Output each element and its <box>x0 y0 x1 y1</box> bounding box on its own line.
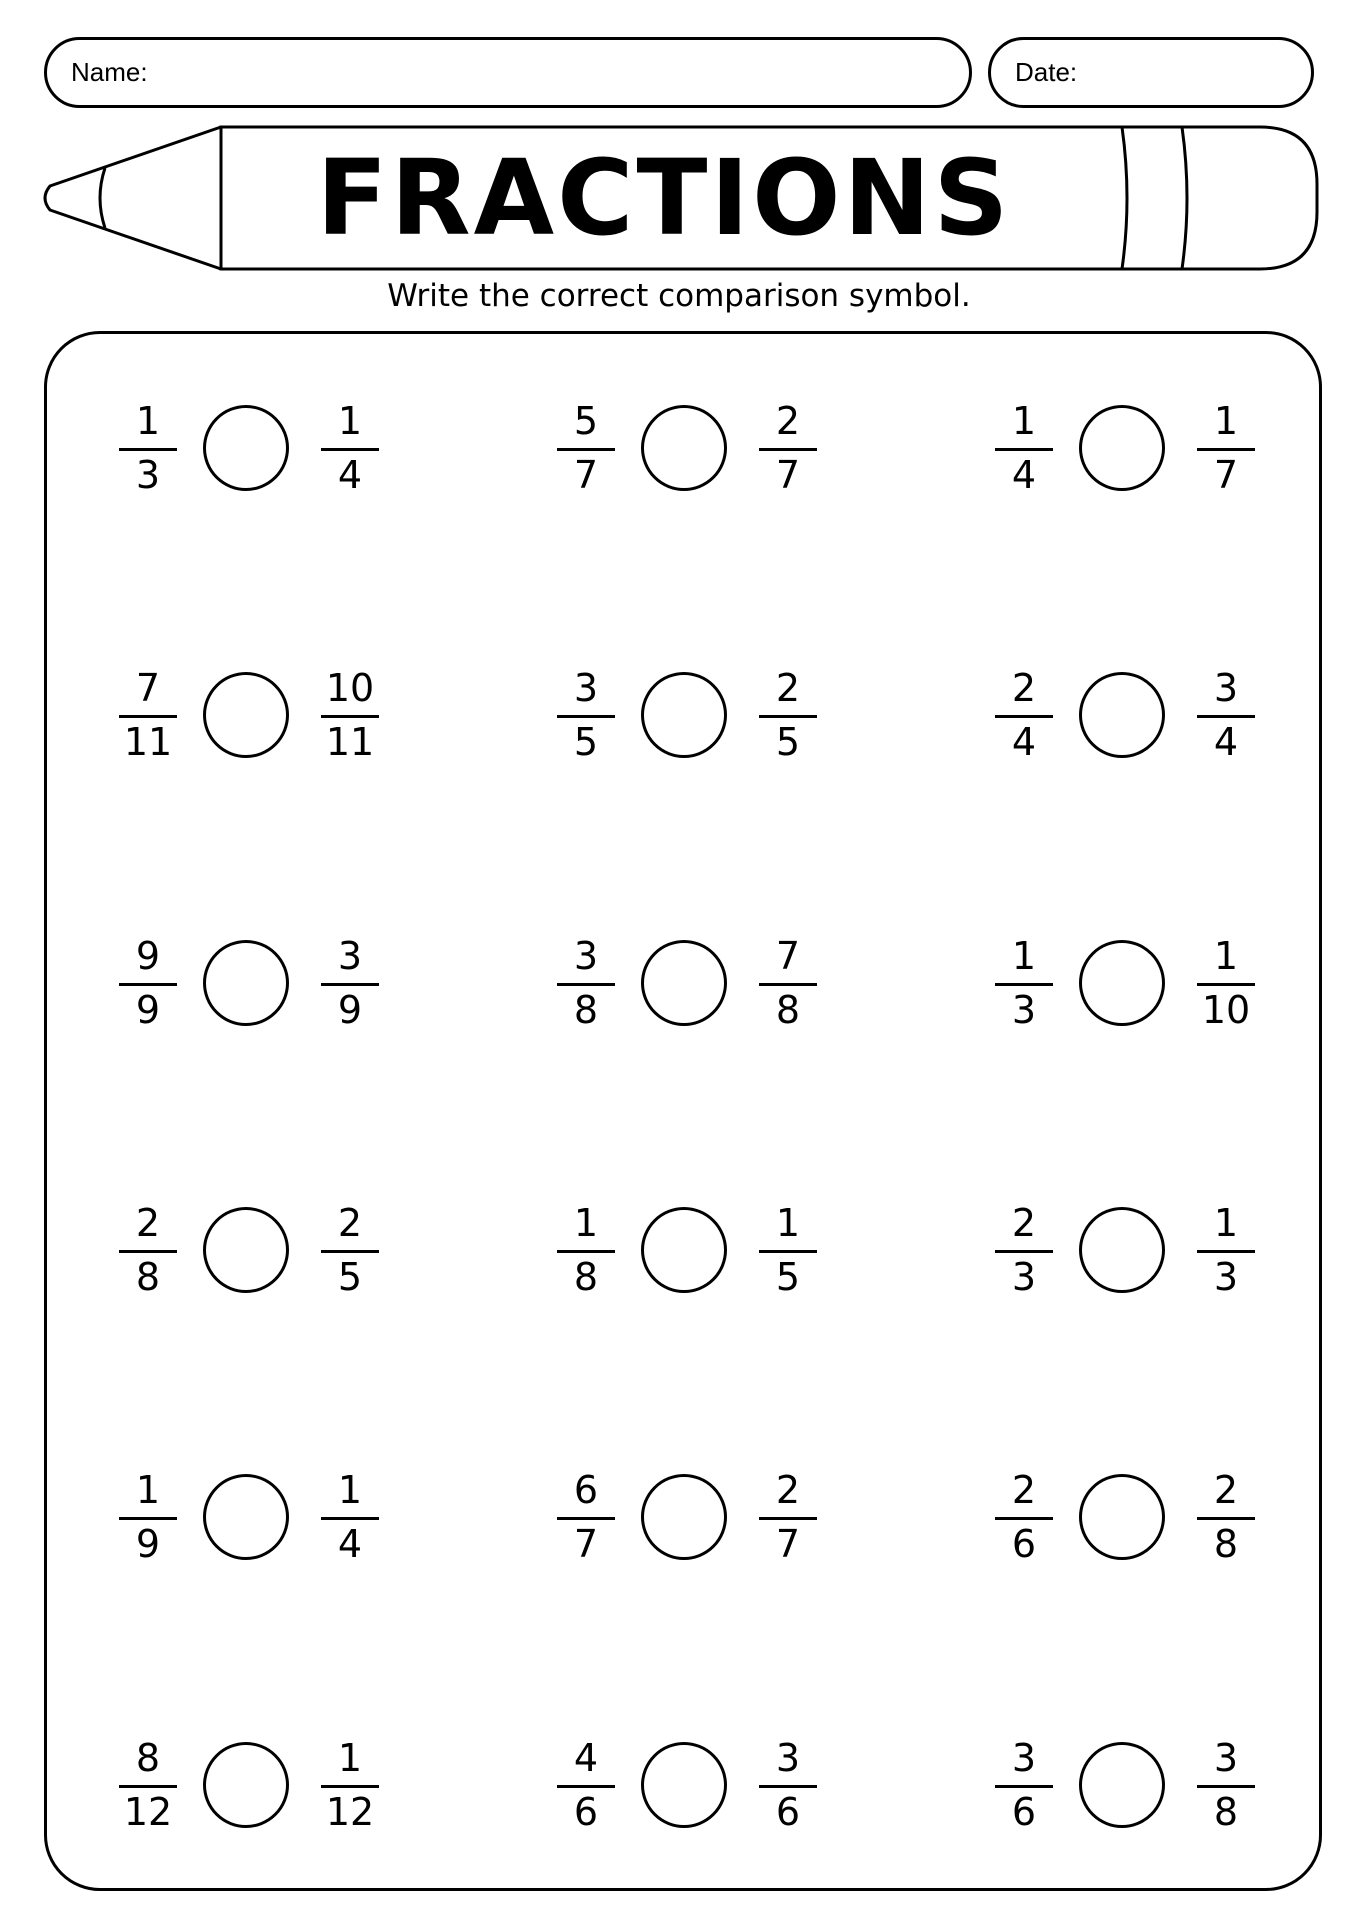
denominator: 8 <box>135 1255 161 1299</box>
denominator: 12 <box>123 1790 173 1834</box>
answer-circle[interactable] <box>1079 672 1165 758</box>
numerator: 7 <box>135 666 161 710</box>
instruction-text: Write the correct comparison symbol. <box>387 278 971 314</box>
numerator: 1 <box>337 399 363 443</box>
denominator: 6 <box>1011 1790 1037 1834</box>
denominator: 8 <box>573 988 599 1032</box>
answer-circle[interactable] <box>641 672 727 758</box>
fraction-bar <box>557 448 615 451</box>
comparison-problem <box>485 1180 923 1320</box>
problem-row <box>47 913 1319 1053</box>
fraction-bar <box>995 715 1053 718</box>
fraction-bar <box>995 1517 1053 1520</box>
right-fraction <box>1195 398 1257 498</box>
problem-row <box>47 378 1319 518</box>
denominator: 6 <box>775 1790 801 1834</box>
denominator: 4 <box>337 453 363 497</box>
left-fraction <box>993 1467 1055 1567</box>
numerator: 2 <box>1213 1468 1239 1512</box>
answer-circle[interactable] <box>203 1207 289 1293</box>
left-fraction <box>555 1735 617 1835</box>
denominator: 5 <box>775 1255 801 1299</box>
numerator: 2 <box>337 1201 363 1245</box>
answer-circle[interactable] <box>203 940 289 1026</box>
comparison-problem <box>485 645 923 785</box>
problem-row <box>47 645 1319 785</box>
left-fraction <box>117 933 179 1033</box>
fraction-bar <box>759 983 817 986</box>
fraction-bar <box>321 1517 379 1520</box>
right-fraction <box>757 1467 819 1567</box>
denominator: 8 <box>775 988 801 1032</box>
numerator: 3 <box>337 934 363 978</box>
fraction-bar <box>557 1785 615 1788</box>
right-fraction <box>319 933 381 1033</box>
date-label: Date: <box>1015 57 1078 87</box>
denominator: 4 <box>1213 720 1239 764</box>
comparison-problem <box>923 378 1358 518</box>
denominator: 8 <box>1213 1790 1239 1834</box>
left-fraction <box>555 933 617 1033</box>
fraction-bar <box>321 448 379 451</box>
answer-circle[interactable] <box>641 940 727 1026</box>
answer-circle[interactable] <box>641 1207 727 1293</box>
answer-circle[interactable] <box>1079 405 1165 491</box>
left-fraction <box>555 1467 617 1567</box>
answer-circle[interactable] <box>1079 1474 1165 1560</box>
fraction-bar <box>119 983 177 986</box>
numerator: 1 <box>337 1468 363 1512</box>
left-fraction <box>555 1200 617 1300</box>
right-fraction <box>757 1735 819 1835</box>
left-fraction <box>117 665 179 765</box>
numerator: 3 <box>1213 666 1239 710</box>
denominator: 3 <box>1213 1255 1239 1299</box>
denominator: 7 <box>775 1522 801 1566</box>
page-title: FRACTIONS <box>316 137 1012 259</box>
denominator: 6 <box>1011 1522 1037 1566</box>
numerator: 1 <box>135 1468 161 1512</box>
fraction-bar <box>995 1785 1053 1788</box>
problem-row <box>47 1447 1319 1587</box>
answer-circle[interactable] <box>203 1742 289 1828</box>
left-fraction <box>117 398 179 498</box>
numerator: 3 <box>573 666 599 710</box>
right-fraction <box>1195 665 1257 765</box>
denominator: 3 <box>135 453 161 497</box>
numerator: 2 <box>135 1201 161 1245</box>
numerator: 1 <box>1213 399 1239 443</box>
numerator: 2 <box>1011 666 1037 710</box>
answer-circle[interactable] <box>641 1742 727 1828</box>
name-label: Name: <box>71 57 148 87</box>
answer-circle[interactable] <box>641 405 727 491</box>
fraction-bar <box>1197 1250 1255 1253</box>
right-fraction <box>1195 933 1257 1033</box>
numerator: 1 <box>1213 1201 1239 1245</box>
left-fraction <box>993 665 1055 765</box>
fraction-bar <box>1197 448 1255 451</box>
denominator: 7 <box>1213 453 1239 497</box>
right-fraction <box>319 665 381 765</box>
right-fraction <box>1195 1467 1257 1567</box>
numerator: 3 <box>775 1736 801 1780</box>
numerator: 3 <box>1213 1736 1239 1780</box>
numerator: 1 <box>1011 399 1037 443</box>
denominator: 3 <box>1011 1255 1037 1299</box>
numerator: 3 <box>573 934 599 978</box>
denominator: 5 <box>775 720 801 764</box>
problem-row <box>47 1180 1319 1320</box>
left-fraction <box>993 1200 1055 1300</box>
denominator: 11 <box>123 720 173 764</box>
right-fraction <box>319 1735 381 1835</box>
left-fraction <box>555 398 617 498</box>
comparison-problem <box>923 913 1358 1053</box>
fraction-bar <box>995 448 1053 451</box>
comparison-problem <box>485 1715 923 1855</box>
comparison-problem <box>923 1447 1358 1587</box>
numerator: 1 <box>135 399 161 443</box>
fraction-bar <box>119 715 177 718</box>
numerator: 8 <box>135 1736 161 1780</box>
right-fraction <box>757 665 819 765</box>
fraction-bar <box>119 1250 177 1253</box>
comparison-problem <box>47 1715 485 1855</box>
right-fraction <box>319 398 381 498</box>
fraction-bar <box>759 448 817 451</box>
denominator: 7 <box>573 453 599 497</box>
numerator: 6 <box>573 1468 599 1512</box>
fraction-bar <box>119 1785 177 1788</box>
right-fraction <box>319 1200 381 1300</box>
numerator: 7 <box>775 934 801 978</box>
denominator: 9 <box>135 1522 161 1566</box>
fraction-bar <box>321 983 379 986</box>
denominator: 9 <box>135 988 161 1032</box>
fraction-bar <box>557 1517 615 1520</box>
denominator: 12 <box>325 1790 375 1834</box>
right-fraction <box>1195 1200 1257 1300</box>
fraction-bar <box>759 1785 817 1788</box>
fraction-bar <box>995 1250 1053 1253</box>
numerator: 1 <box>573 1201 599 1245</box>
fraction-bar <box>119 1517 177 1520</box>
left-fraction <box>117 1735 179 1835</box>
denominator: 8 <box>1213 1522 1239 1566</box>
numerator: 2 <box>1011 1201 1037 1245</box>
comparison-problem <box>47 645 485 785</box>
numerator: 2 <box>775 1468 801 1512</box>
fraction-bar <box>759 715 817 718</box>
numerator: 4 <box>573 1736 599 1780</box>
numerator: 1 <box>1213 934 1239 978</box>
fraction-bar <box>321 1785 379 1788</box>
numerator: 9 <box>135 934 161 978</box>
fraction-bar <box>557 715 615 718</box>
denominator: 10 <box>1201 988 1251 1032</box>
comparison-problem <box>923 645 1358 785</box>
denominator: 5 <box>337 1255 363 1299</box>
left-fraction <box>555 665 617 765</box>
fraction-bar <box>759 1517 817 1520</box>
answer-circle[interactable] <box>203 405 289 491</box>
denominator: 6 <box>573 1790 599 1834</box>
left-fraction <box>993 398 1055 498</box>
denominator: 7 <box>775 453 801 497</box>
answer-circle[interactable] <box>203 672 289 758</box>
fraction-bar <box>321 715 379 718</box>
date-field[interactable] <box>988 37 1314 108</box>
left-fraction <box>993 1735 1055 1835</box>
problems-panel <box>44 331 1322 1891</box>
problem-row <box>47 1715 1319 1855</box>
left-fraction <box>117 1200 179 1300</box>
numerator: 1 <box>337 1736 363 1780</box>
denominator: 4 <box>1011 720 1037 764</box>
numerator: 1 <box>775 1201 801 1245</box>
comparison-problem <box>923 1715 1358 1855</box>
fraction-bar <box>1197 983 1255 986</box>
fraction-bar <box>759 1250 817 1253</box>
fraction-bar <box>557 1250 615 1253</box>
numerator: 2 <box>775 666 801 710</box>
fraction-bar <box>1197 715 1255 718</box>
numerator: 5 <box>573 399 599 443</box>
comparison-problem <box>485 913 923 1053</box>
answer-circle[interactable] <box>1079 1742 1165 1828</box>
right-fraction <box>757 933 819 1033</box>
comparison-problem <box>47 1447 485 1587</box>
denominator: 8 <box>573 1255 599 1299</box>
denominator: 11 <box>325 720 375 764</box>
denominator: 4 <box>1011 453 1037 497</box>
numerator: 3 <box>1011 1736 1037 1780</box>
fraction-bar <box>557 983 615 986</box>
denominator: 5 <box>573 720 599 764</box>
right-fraction <box>1195 1735 1257 1835</box>
numerator: 1 <box>1011 934 1037 978</box>
comparison-problem <box>47 913 485 1053</box>
denominator: 3 <box>1011 988 1037 1032</box>
denominator: 9 <box>337 988 363 1032</box>
answer-circle[interactable] <box>641 1474 727 1560</box>
comparison-problem <box>47 1180 485 1320</box>
answer-circle[interactable] <box>1079 1207 1165 1293</box>
comparison-problem <box>485 1447 923 1587</box>
fraction-bar <box>321 1250 379 1253</box>
right-fraction <box>319 1467 381 1567</box>
numerator: 2 <box>775 399 801 443</box>
comparison-problem <box>923 1180 1358 1320</box>
right-fraction <box>757 1200 819 1300</box>
left-fraction <box>117 1467 179 1567</box>
fraction-bar <box>1197 1785 1255 1788</box>
denominator: 7 <box>573 1522 599 1566</box>
comparison-problem <box>47 378 485 518</box>
answer-circle[interactable] <box>203 1474 289 1560</box>
answer-circle[interactable] <box>1079 940 1165 1026</box>
fraction-bar <box>995 983 1053 986</box>
comparison-problem <box>485 378 923 518</box>
denominator: 4 <box>337 1522 363 1566</box>
numerator: 10 <box>325 666 375 710</box>
fraction-bar <box>1197 1517 1255 1520</box>
name-field[interactable] <box>44 37 972 108</box>
left-fraction <box>993 933 1055 1033</box>
fraction-bar <box>119 448 177 451</box>
numerator: 2 <box>1011 1468 1037 1512</box>
right-fraction <box>757 398 819 498</box>
